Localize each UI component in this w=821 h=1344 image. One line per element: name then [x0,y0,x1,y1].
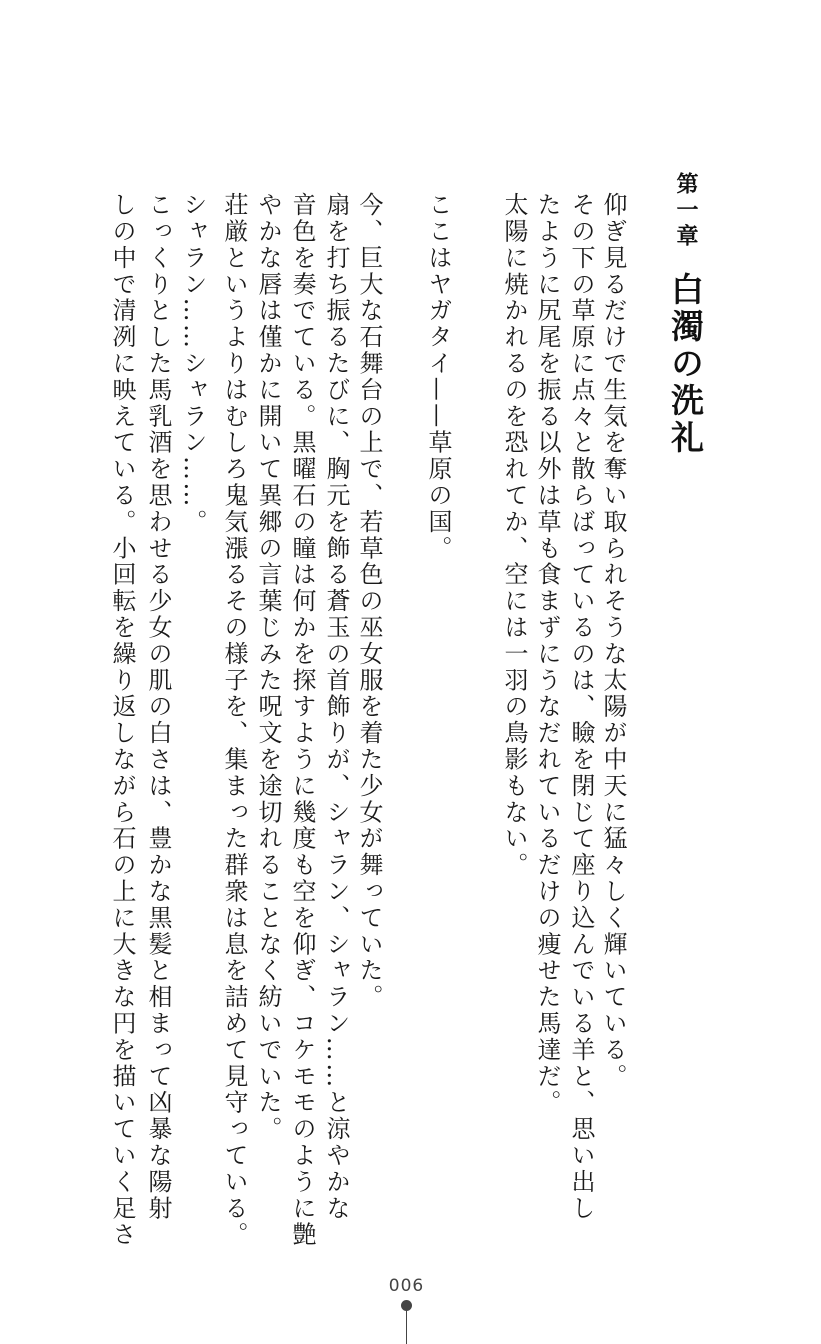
text-line: 太陽に焼かれるのを恐れてか、空には一羽の鳥影もない。 [500,192,528,879]
text-line: ここはヤガタイ——草原の国。 [424,192,452,562]
text-line: その下の草原に点々と散らばっているのは、瞼を閉じて座り込んでいる羊と、思い出し [567,192,595,1222]
chapter-label: 第一章 [673,172,698,250]
text-line: 荘厳というよりはむしろ鬼気漲るその様子を、集まった群衆は息を詰めて見守っている。 [220,192,248,1248]
chapter-title: 白濁の洗礼 [666,272,705,457]
text-line: 仰ぎ見るだけで生気を奪い取られそうな太陽が中天に猛々しく輝いている。 [599,192,627,1090]
page-number: 006 [388,1276,425,1296]
text-line: 音色を奏でている。黒曜石の瞳は何かを探すように幾度も空を仰ぎ、コケモモのように艶 [288,192,316,1248]
text-line: 扇を打ち振るたびに、胸元を飾る蒼玉の首飾りが、シャラン、シャラン……と涼やかな [322,192,350,1222]
text-line: やかな唇は僅かに開いて異郷の言葉じみた呪文を途切れることなく紡いでいた。 [254,192,282,1143]
folio-line [406,1310,407,1344]
text-line: シャラン……シャラン……。 [179,192,207,536]
text-line: 今、巨大な石舞台の上で、若草色の巫女服を着た少女が舞っていた。 [355,192,383,1011]
chapter-heading [665,172,709,457]
text-line: しの中で清冽に映えている。小回転を繰り返しながら石の上に大きな円を描いていく足さ [108,192,136,1248]
text-line: こっくりとした馬乳酒を思わせる少女の肌の白さは、豊かな黒髪と相まって凶暴な陽射 [144,192,172,1222]
text-line: たように尻尾を振る以外は草も食まずにうなだれているだけの痩せた馬達だ。 [533,192,561,1116]
